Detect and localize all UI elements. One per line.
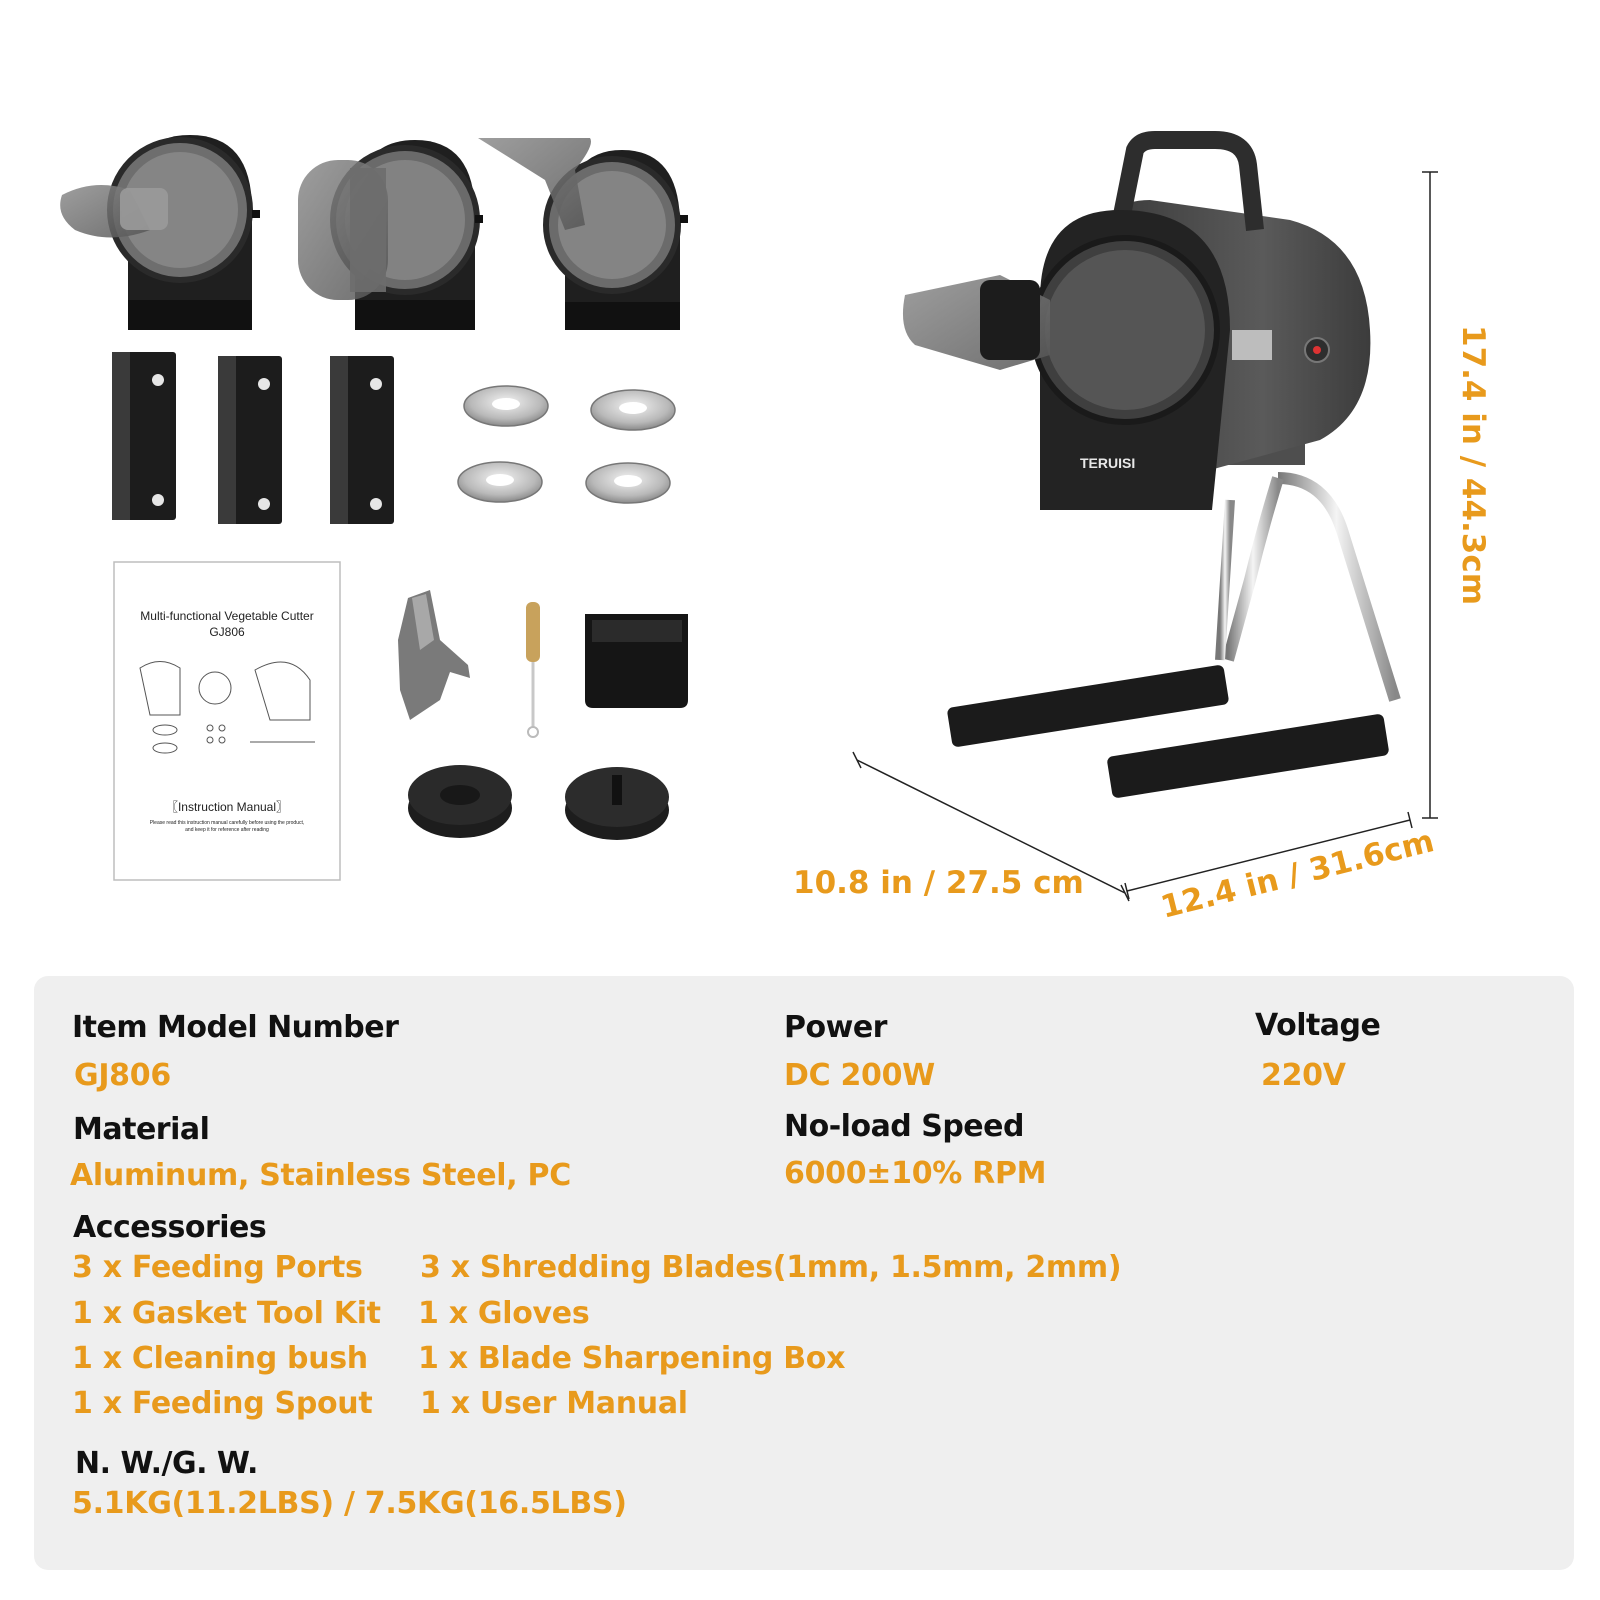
cutter-disc-1 <box>408 765 512 838</box>
brand-logo: TERUISI <box>1080 455 1136 471</box>
model-number-label: Item Model Number <box>72 1010 399 1045</box>
instruction-manual <box>114 562 340 880</box>
voltage-label: Voltage <box>1255 1008 1381 1043</box>
depth-dimension-label: 10.8 in / 27.5 cm <box>793 865 1084 901</box>
accessory-item: 1 x Feeding Spout <box>72 1386 373 1421</box>
manual-label: 〖Instruction Manual〗 <box>165 800 289 814</box>
accessory-item: 3 x Feeding Ports <box>72 1250 363 1285</box>
manual-model: GJ806 <box>209 625 245 639</box>
feeding-port-1 <box>60 135 260 330</box>
power-value: DC 200W <box>784 1058 935 1093</box>
manual-note-2: and keep it for reference after reading <box>185 827 269 833</box>
material-label: Material <box>73 1112 210 1147</box>
accessory-item: 1 x Gasket Tool Kit <box>72 1296 381 1331</box>
vegetable-cutter-machine <box>903 140 1395 799</box>
power-label: Power <box>784 1010 887 1045</box>
height-dimension-label: 17.4 in / 44.3cm <box>1455 325 1491 606</box>
manual-title: Multi-functional Vegetable Cutter <box>140 609 314 623</box>
accessory-item: 1 x Cleaning bush <box>72 1341 368 1376</box>
feeding-port-2 <box>298 140 483 330</box>
blade-sharpening-box <box>585 614 688 708</box>
width-dimension-label: 12.4 in / 31.6cm <box>1157 823 1438 926</box>
cutter-disc-2 <box>565 767 669 840</box>
shredding-blade-1 <box>112 352 176 520</box>
accessory-item: 1 x Blade Sharpening Box <box>418 1341 846 1376</box>
weight-value: 5.1KG(11.2LBS) / 7.5KG(16.5LBS) <box>72 1486 627 1521</box>
cleaning-brush <box>526 602 540 737</box>
no-load-speed-value: 6000±10% RPM <box>784 1156 1047 1191</box>
gloves <box>398 590 470 720</box>
accessory-item: 3 x Shredding Blades(1mm, 1.5mm, 2mm) <box>420 1250 1122 1285</box>
accessory-item: 1 x Gloves <box>418 1296 590 1331</box>
weight-label: N. W./G. W. <box>75 1446 258 1481</box>
no-load-speed-label: No-load Speed <box>784 1109 1024 1144</box>
feeding-port-3 <box>478 138 688 330</box>
voltage-value: 220V <box>1261 1058 1346 1093</box>
manual-note-1: Please read this instruction manual carefully before using the product, <box>149 820 305 826</box>
shredding-blade-2 <box>218 356 282 524</box>
gasket-washers <box>458 386 675 503</box>
accessories-label: Accessories <box>73 1210 267 1245</box>
shredding-blade-3 <box>330 356 394 524</box>
specifications-panel <box>34 976 1574 1570</box>
accessory-item: 1 x User Manual <box>420 1386 688 1421</box>
model-number-value: GJ806 <box>74 1058 171 1093</box>
material-value: Aluminum, Stainless Steel, PC <box>70 1158 571 1193</box>
